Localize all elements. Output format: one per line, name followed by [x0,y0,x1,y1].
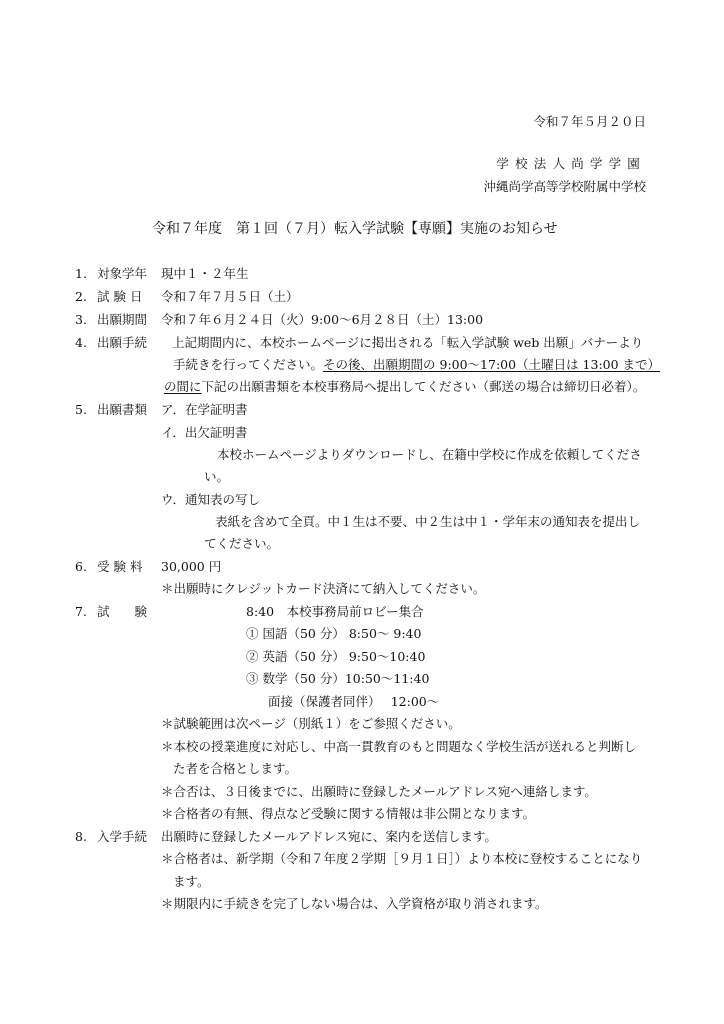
section-7-subject-english: ② 英語（50 分） 9:50～10:40 [246,649,426,664]
section-5-item-a: ア．在学証明書 [161,402,248,417]
page-title: 令和７年度 第１回（７月）転入学試験【専願】実施のお知らせ [152,221,558,237]
section-3-value: 令和７年６月２４日（火）9:00～6月２８日（土）13:00 [161,312,484,327]
section-8-label: 入学手続 [97,829,148,844]
section-7-assembly: 8:40 本校事務局前ロビー集合 [246,604,424,619]
section-6-label: 受 験 料 [97,559,143,574]
section-5-item-b-note-2: い。 [204,469,230,484]
section-1-value: 現中１・２年生 [161,266,249,281]
section-7-subject-japanese: ① 国語（50 分） 8:50～ 9:40 [246,626,422,641]
issue-date: 令和７年５月２０日 [533,114,646,129]
section-8-number: 8. [75,829,87,844]
section-5-item-b-note-1: 本校ホームページよりダウンロードし、在籍中学校に作成を依頼してくださ [217,447,642,462]
section-5-item-b: イ．出欠証明書 [161,425,248,440]
section-3-label: 出願期間 [97,312,148,327]
section-4-line-3 [164,381,645,394]
section-4-label: 出願手続 [97,335,148,350]
section-7-label: 試 験 [97,604,148,619]
section-7-note-4: ＊合格者の有無、得点など受験に関する情報は非公開となります。 [161,806,536,821]
section-4-line-2-text: 手続きを行ってください。 [173,357,324,372]
section-4-line-2-underlined: その後、出願期間の 9:00～17:00（土曜日は 13:00 まで） [323,357,661,372]
section-7-note-2a: ＊本校の授業進度に対応し、中高一貫教育のもと問題なく学校生活が送れると判断し [161,739,637,754]
section-4-line-1: 上記期間内に、本校ホームページに掲出される「転入学試験 web 出願」バナーより [172,335,644,350]
section-6-number: 6. [75,559,87,574]
section-7-note-2b: た者を合格とします。 [173,761,298,776]
section-7-note-1: ＊試験範囲は次ページ（別紙１）をご参照ください。 [161,716,461,731]
section-4-line-3-underlined: の間に [164,379,202,394]
section-4-line-2 [173,359,660,372]
section-5-number: 5. [75,402,87,417]
section-8-note-2: ＊期限内に手続きを完了しない場合は、入学資格が取り消されます。 [161,896,548,911]
section-7-interview: 面接（保護者同伴） 12:00～ [268,694,440,709]
section-1-label: 対象学年 [97,266,148,281]
section-7-note-3: ＊合否は、３日後までに、出願時に登録したメールアドレス宛へ連絡します。 [161,784,597,799]
section-4-line-3-text: 下記の出願書類を本校事務局へ提出してください（郵送の場合は締切日必着）。 [201,379,646,394]
school-name: 沖縄尚学高等学校附属中学校 [483,179,646,194]
section-2-label: 試 験 日 [97,289,143,304]
section-5-label: 出願書類 [97,402,148,417]
section-6-note: ＊出願時にクレジットカード決済にて納入してください。 [161,581,486,596]
section-8-line-1: 出願時に登録したメールアドレス宛に、案内を送信します。 [161,829,497,844]
section-6-fee: 30,000 円 [161,559,222,574]
section-1-number: 1. [75,266,87,281]
section-5-item-c: ウ．通知表の写し [161,492,261,507]
school-corporation-name: 学校法人尚学学園 [496,156,646,171]
section-7-number: 7. [75,604,87,619]
section-2-number: 2. [75,289,87,304]
section-4-number: 4. [75,335,87,350]
section-8-note-1a: ＊合格者は、新学期（令和７年度２学期［９月１日］）より本校に登校することになり [161,851,643,866]
section-7-subject-math: ③ 数学（50 分）10:50～11:40 [246,671,430,686]
section-5-item-c-note-1: 表紙を含めて全頁。中１生は不要、中２生は中１・学年末の通知表を提出し [215,514,641,529]
section-3-number: 3. [75,312,87,327]
section-2-value: 令和７年７月５日（土） [161,289,299,304]
section-5-item-c-note-2: てください。 [204,536,280,551]
section-8-note-1b: ます。 [173,874,210,889]
